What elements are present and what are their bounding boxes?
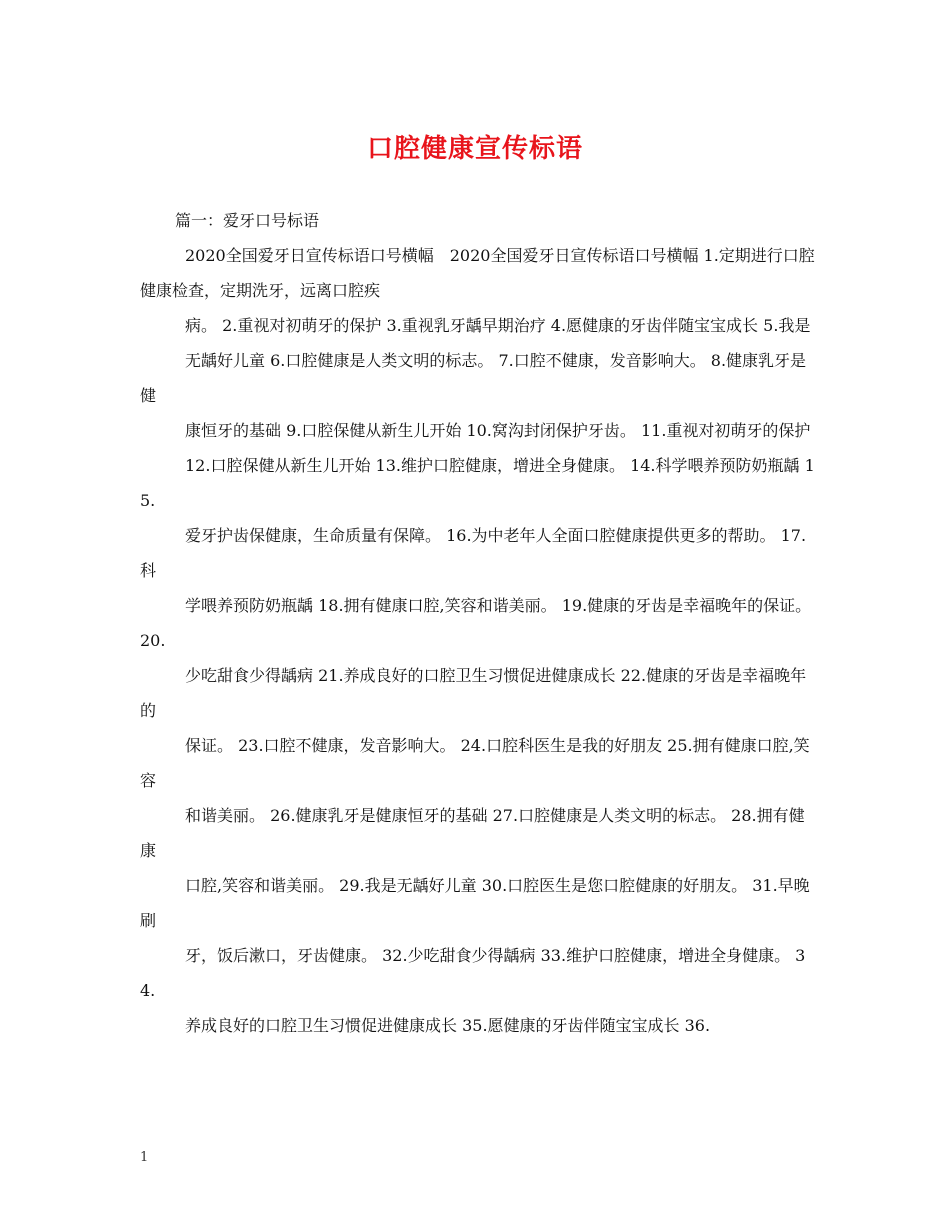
body-paragraph: 学喂养预防奶瓶龋 18.拥有健康口腔,笑容和谐美丽。 19.健康的牙齿是幸福晚年的保证。 20. (140, 596, 812, 650)
body-paragraph: 康恒牙的基础 9.口腔保健从新生儿开始 10.窝沟封闭保护牙齿。 11.重视对初萌牙的保护 (185, 421, 811, 440)
body-paragraph: 12.口腔保健从新生儿开始 13.维护口腔健康，增进全身健康。 14.科学喂养预防奶瓶龋 15. (140, 456, 815, 510)
body-paragraph: 少吃甜食少得龋病 21.养成良好的口腔卫生习惯促进健康成长 22.健康的牙齿是幸福晚年的 (140, 666, 807, 720)
document-body (140, 203, 820, 1043)
body-paragraph: 病。 2.重视对初萌牙的保护 3.重视乳牙龋早期治疗 4.愿健康的牙齿伴随宝宝成长 5.我是 (185, 316, 811, 335)
body-paragraph: 爱牙护齿保健康，生命质量有保障。 16.为中老年人全面口腔健康提供更多的帮助。 17.科 (140, 526, 807, 580)
section-heading: 篇一：爱牙口号标语 (175, 211, 320, 230)
body-paragraph: 牙，饭后漱口，牙齿健康。 32.少吃甜食少得龋病 33.维护口腔健康，增进全身健康。 34. (140, 946, 806, 1000)
body-paragraph: 无龋好儿童 6.口腔健康是人类文明的标志。 7.口腔不健康，发音影响大。 8.健康乳牙是健 (140, 351, 807, 405)
body-paragraph: 保证。 23.口腔不健康，发音影响大。 24.口腔科医生是我的好朋友 25.拥有健康口腔,笑容 (140, 736, 810, 790)
body-paragraph: 养成良好的口腔卫生习惯促进健康成长 35.愿健康的牙齿伴随宝宝成长 36. (185, 1016, 711, 1035)
page-number: 1 (140, 1150, 149, 1165)
body-paragraph: 口腔,笑容和谐美丽。 29.我是无龋好儿童 30.口腔医生是您口腔健康的好朋友。 31.早晚刷 (140, 876, 810, 930)
document-title: 口腔健康宣传标语 (366, 134, 583, 164)
body-paragraph: 2020全国爱牙日宣传标语口号横幅 2020全国爱牙日宣传标语口号横幅 1.定期进行口腔健康检查，定期洗牙，远离口腔疾 (140, 246, 815, 300)
body-paragraph: 和谐美丽。 26.健康乳牙是健康恒牙的基础 27.口腔健康是人类文明的标志。 28.拥有健康 (140, 806, 805, 860)
